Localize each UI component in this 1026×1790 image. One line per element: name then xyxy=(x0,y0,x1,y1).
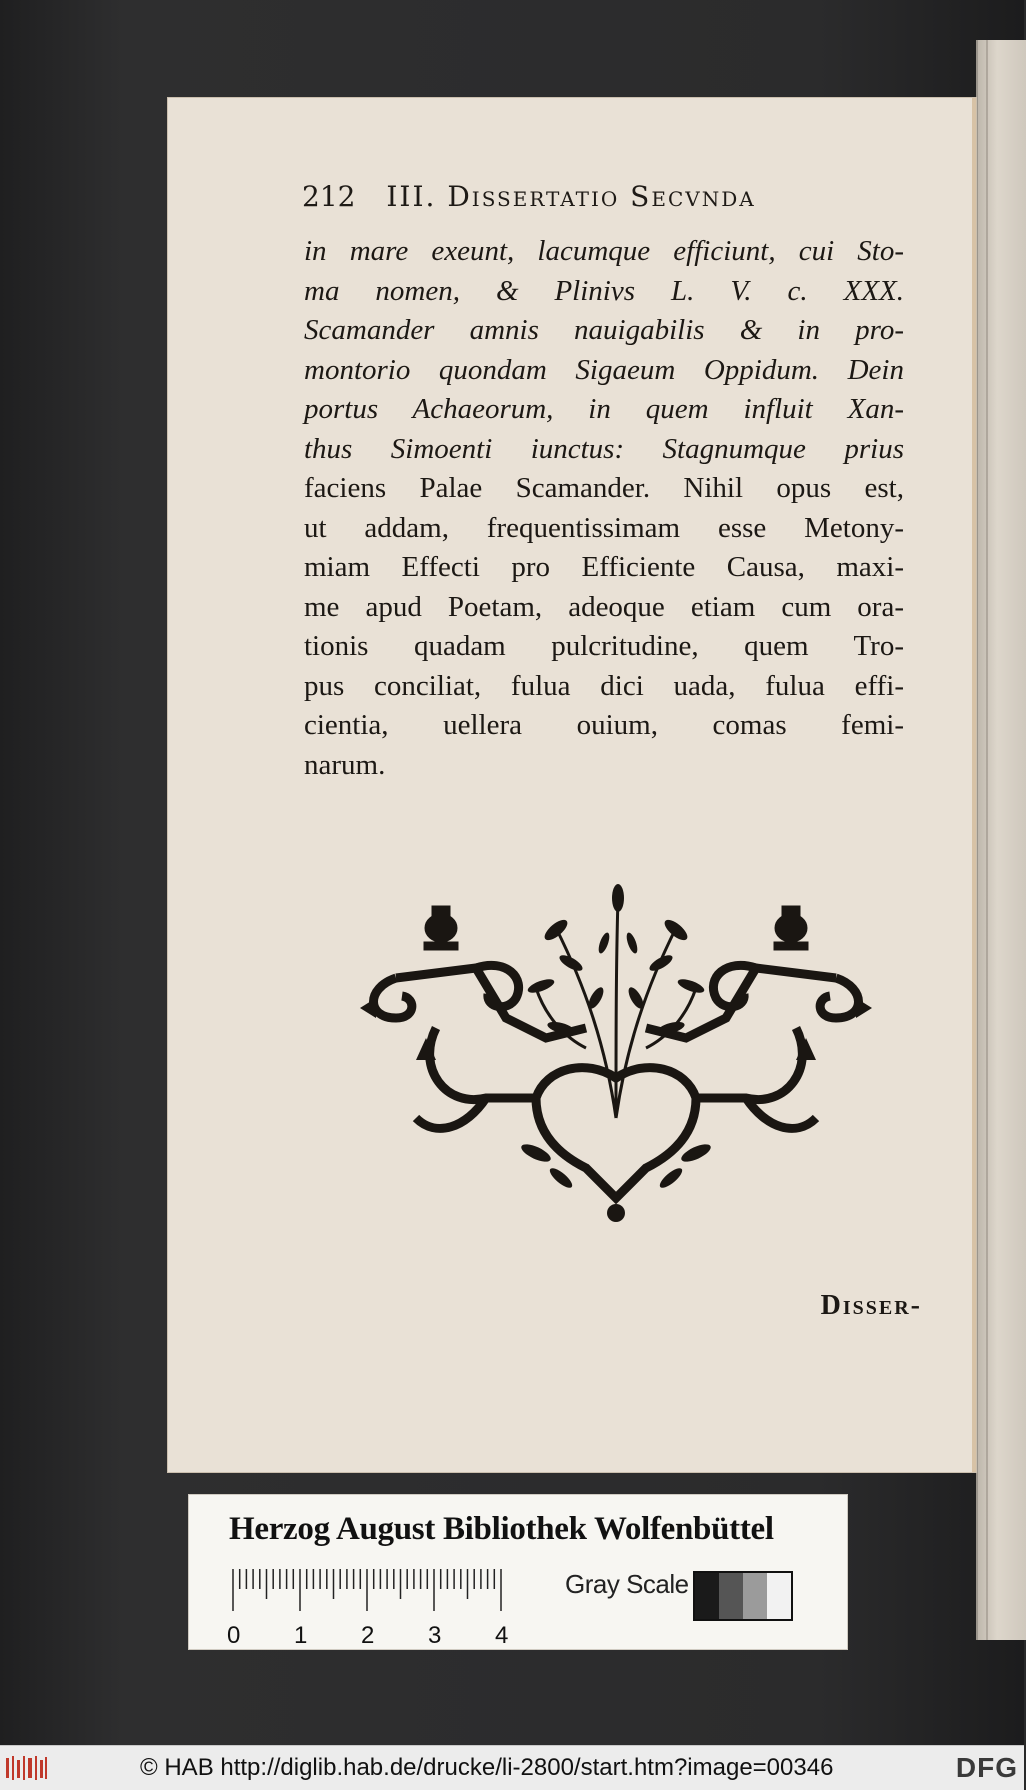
text-line: faciens Palae Scamander. Nihil opus est, xyxy=(304,472,904,504)
body-text xyxy=(304,232,904,785)
text-line: in mare exeunt, lacumque efficiunt, cui Sto- xyxy=(304,235,904,267)
text-line: montorio quondam Sigaeum Oppidum. Dein xyxy=(304,353,904,386)
page-number: 212 xyxy=(302,180,356,213)
text-line: ma nomen, & Plinivs L. V. c. XXX. xyxy=(304,274,904,307)
bottom-leaves xyxy=(519,1141,713,1222)
right-urn xyxy=(774,906,808,950)
left-urn xyxy=(424,906,458,950)
library-title: Herzog August Bibliothek Wolfenbüttel xyxy=(229,1511,774,1547)
ruler-number: 2 xyxy=(361,1622,375,1649)
text-line: narum. xyxy=(304,748,386,781)
text-line: miam Effecti pro Efficiente Causa, maxi- xyxy=(304,551,904,583)
footer-source-link[interactable]: © HAB http://diglib.hab.de/drucke/li-2800/start.htm?image=00346 xyxy=(140,1754,834,1781)
hab-barcode-logo-icon xyxy=(6,1754,48,1782)
catchword: Disser- xyxy=(820,1290,922,1321)
book-page xyxy=(168,98,976,1472)
ruler-number: 1 xyxy=(294,1622,308,1649)
text-line: portus Achaeorum, in quem influit Xan- xyxy=(304,393,904,425)
ruler-number: 0 xyxy=(227,1622,241,1649)
ruler-number: 4 xyxy=(495,1622,509,1649)
text-line: tionis quadam pulcritudine, quem Tro- xyxy=(304,630,904,662)
text-line: cientia, uellera ouium, comas femi- xyxy=(304,709,904,741)
text-line: thus Simoenti iunctus: Stagnumque prius xyxy=(304,432,904,465)
dfg-logo: DFG xyxy=(955,1752,1018,1783)
text-line: Scamander amnis nauigabilis & in pro- xyxy=(304,314,904,346)
gray-scale-patches xyxy=(693,1571,793,1621)
text-line: pus conciliat, fulua dici uada, fulua effi- xyxy=(304,669,904,702)
header-title: III. Dissertatio Secvnda xyxy=(386,180,756,213)
library-color-card xyxy=(188,1494,848,1650)
text-line: ut addam, frequentissimam esse Metony- xyxy=(304,511,904,544)
baroque-vignette-ornament-icon xyxy=(336,868,896,1228)
ruler-number: 3 xyxy=(428,1622,442,1649)
ruler-scale xyxy=(227,1565,541,1649)
running-header xyxy=(302,180,942,220)
footer-bar xyxy=(0,1745,1024,1790)
gray-scale-label: Gray Scale xyxy=(565,1569,689,1599)
text-line: me apud Poetam, adeoque etiam cum ora- xyxy=(304,590,904,623)
next-page-edge xyxy=(976,40,1026,1640)
